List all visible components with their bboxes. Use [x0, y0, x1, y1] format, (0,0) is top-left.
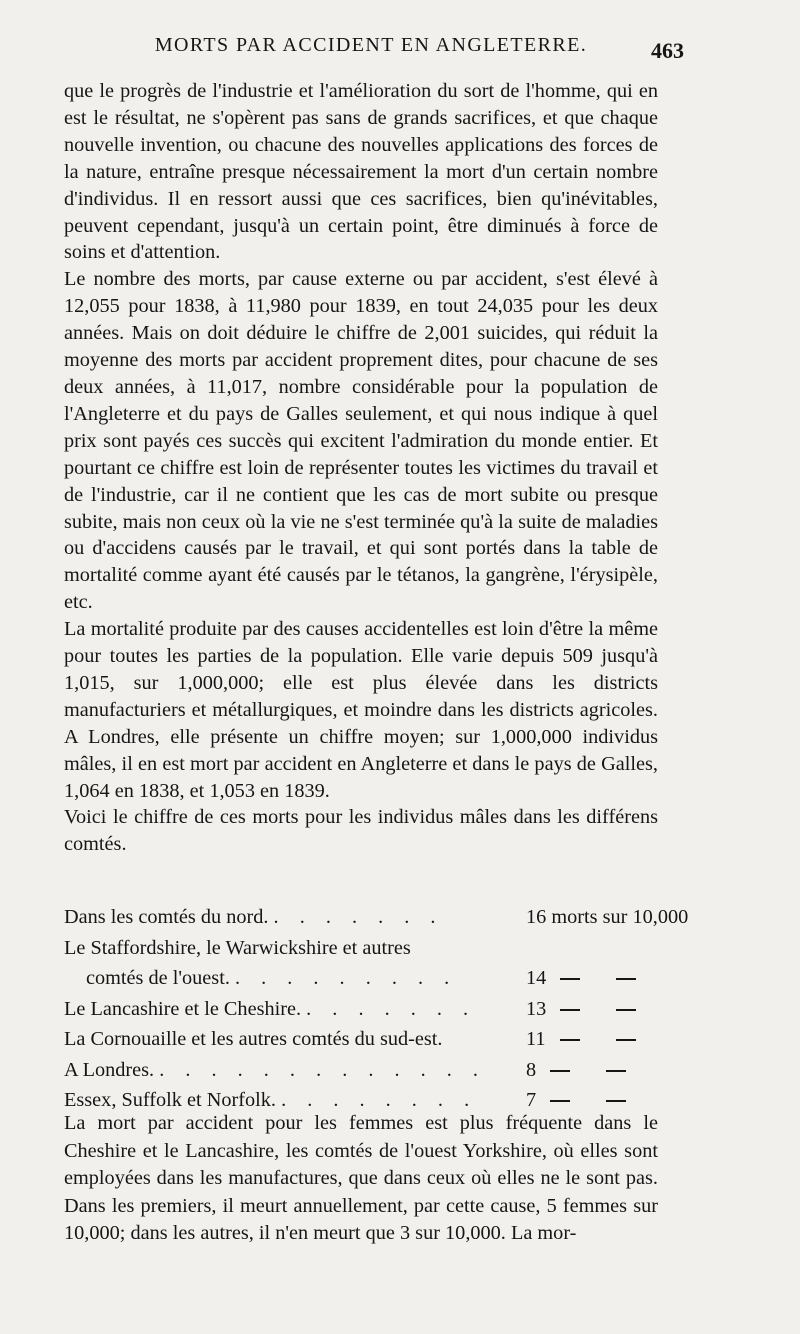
row-value: 14	[526, 967, 547, 989]
row-label: A Londres.	[64, 1058, 155, 1081]
ditto-mark	[550, 1070, 570, 1072]
closing-text	[64, 1110, 658, 1248]
ditto-mark	[616, 1039, 636, 1041]
row-value: 16 morts sur 10,000	[526, 906, 689, 928]
ditto-mark	[616, 1009, 636, 1011]
paragraph-2: Le nombre des morts, par cause externe ou par accident, s'est élevé à 12,055 pour 1838, à 11,980 pour 1839, en tout 24,035 pour les deux années. Mais on doit déduire le chiffre de 2,001 suicides, qui réduit la moyenne des morts par accident proprement dites, pour chacune de ses deux années, à 11,017, nombre considérable pour la population de l'Angleterre et du pays de Galles seulement, et qui nous indique à quel prix sont payés ces succès qui excitent l'admiration du monde entier. Et pourtant ce chiffre est loin de représenter toutes les victimes du travail et de l'industrie, car il ne contient que les cas de mort subite ou presque subite, mais non ceux où la vie ne s'est terminée qu'à la suite de maladies ou d'accidens causés par le travail, et qui sont portés dans la table de mortalité comme ayant été causés par le tétanos, la gangrène, l'érysipèle, etc.	[64, 268, 658, 614]
row-label: Le Lancashire et le Cheshire.	[64, 997, 302, 1020]
table-row	[64, 994, 664, 1025]
table-row	[64, 902, 689, 933]
mortality-table	[64, 902, 689, 1116]
table-row	[64, 1024, 664, 1055]
body-text	[64, 78, 658, 858]
row-value: 7	[526, 1089, 537, 1111]
running-title: MORTS PAR ACCIDENT EN ANGLETERRE.	[154, 34, 588, 56]
paragraph-3: La mortalité produite par des causes accidentelles est loin d'être la même pour toutes les parties de la population. Elle varie depuis 509 jusqu'à 1,015, sur 1,000,000; elle est plus élevée dans les districts manufacturiers et métallurgiques, et moindre dans les districts agricoles. A Londres, elle présente un chiffre moyen; sur 1,000,000 individus mâles, il en est mort par accident en Angleterre et dans le pays de Galles, 1,064 en 1838, et 1,053 en 1839.	[64, 618, 658, 802]
row-label: La Cornouaille et les autres comtés du sud-est.	[64, 1028, 443, 1050]
leader-dots: . . . . . . .	[273, 906, 444, 928]
ditto-mark	[560, 978, 580, 980]
paragraph-5: La mort par accident pour les femmes est plus fréquente dans le Cheshire et le Lancashire, les comtés de l'ouest Yorkshire, où elles sont employées dans les manufactures, que dans ceux où elles ne le sont pas. Dans les premiers, il meurt annuellement, par cette cause, 5 femmes sur 10,000; dans les autres, il n'en meurt que 3 sur 10,000. La mor-	[64, 1112, 658, 1244]
row-value: 13	[526, 997, 547, 1020]
ditto-mark	[606, 1100, 626, 1102]
ditto-mark	[560, 1009, 580, 1011]
row-value: 8	[526, 1058, 537, 1081]
row-label: comtés de l'ouest.	[86, 967, 230, 989]
leader-dots: . . . . . . . .	[281, 1089, 478, 1111]
row-label: Dans les comtés du nord.	[64, 906, 269, 928]
row-label: Essex, Suffolk et Norfolk.	[64, 1089, 276, 1111]
ditto-mark	[560, 1039, 580, 1041]
paragraph-4: Voici le chiffre de ces morts pour les individus mâles dans les différens comtés.	[64, 806, 658, 856]
table-row	[64, 963, 664, 994]
row-value: 11	[526, 1028, 546, 1050]
row-label: Le Staffordshire, le Warwickshire et autres	[64, 936, 411, 959]
table-row	[64, 933, 664, 964]
paragraph-1: que le progrès de l'industrie et l'amélioration du sort de l'homme, qui en est le résultat, ne s'opèrent pas sans de grands sacrifices, et que chaque nouvelle invention, ou chacune des nouvelles applications des forces de la nature, entraîne presque nécessairement la mort d'un certain nombre d'individus. Il en ressort aussi que ces sacrifices, bien qu'inévitables, peuvent cependant, jusqu'à un certain point, être diminués à force de soins et d'attention.	[64, 80, 658, 264]
table-row	[64, 1055, 664, 1086]
leader-dots: . . . . . . . . .	[234, 967, 458, 989]
leader-dots: . . . . . . . . . . . . .	[159, 1058, 486, 1081]
ditto-mark	[616, 978, 636, 980]
leader-dots: . . . . . . .	[306, 997, 477, 1020]
ditto-mark	[550, 1100, 570, 1102]
page-number: 463	[651, 38, 684, 63]
ditto-mark	[606, 1070, 626, 1072]
